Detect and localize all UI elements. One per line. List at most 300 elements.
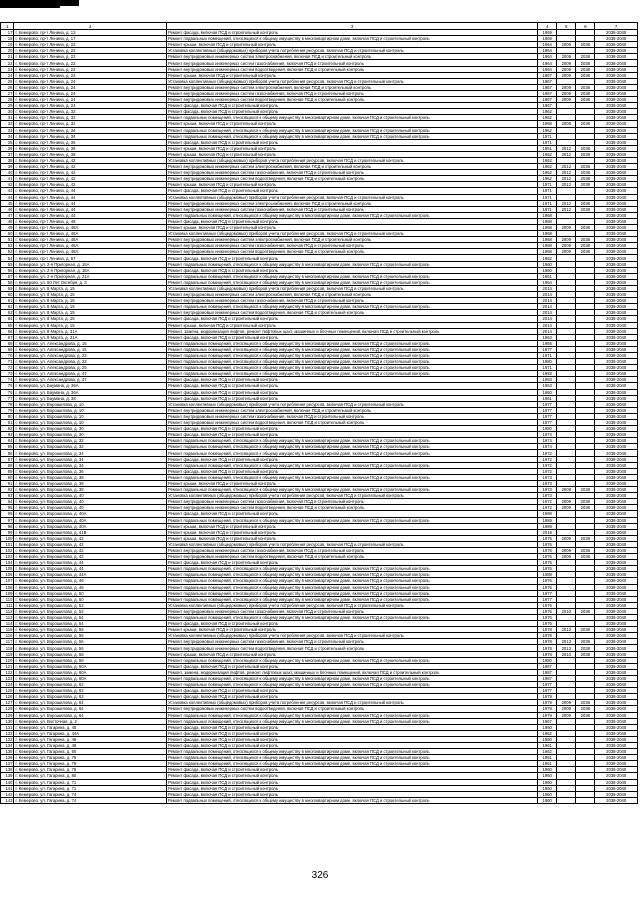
work-type-cell: Ремонт подвальных помещений, относящихся к общему имуществу в многоквартирном доме, включая ПСД и строительный контроль bbox=[166, 578, 537, 584]
repair-year-cell: 2038 bbox=[576, 145, 595, 151]
header-cell: 7 bbox=[595, 23, 638, 30]
address-cell: г. Кемерово, пр-т Ленина, д. 22 bbox=[14, 42, 167, 48]
header-cell: 5 bbox=[557, 23, 576, 30]
address-cell: г. Кемерово, ул. Ворошилова, д. 42 bbox=[14, 541, 167, 547]
last-repair-year-cell: 2008 bbox=[557, 121, 576, 127]
work-type-cell: Ремонт фасада, включая ПСД и строительный контроль bbox=[166, 188, 537, 194]
planned-period-cell: 2038-2040 bbox=[595, 176, 638, 182]
work-type-cell: Ремонт крыши, включая ПСД и строительный контроль bbox=[166, 72, 537, 78]
planned-period-cell: 2038-2040 bbox=[595, 401, 638, 407]
planned-period-cell: 2038-2040 bbox=[595, 237, 638, 243]
year-built-cell: 1961 bbox=[538, 273, 557, 279]
page-number: 326 bbox=[311, 870, 329, 881]
work-type-cell: Ремонт внутридомовых инженерных систем газоснабжения, включая ПСД и строительный контроль bbox=[166, 547, 537, 553]
row-number-cell: 123 bbox=[1, 675, 14, 681]
year-built-cell: 1977 bbox=[538, 420, 557, 426]
year-built-cell: 1960 bbox=[538, 736, 557, 742]
address-cell: г. Кемерово, ул. 50 Лет Октября, д. 3 bbox=[14, 279, 167, 285]
row-number-cell: 128 bbox=[1, 706, 14, 712]
row-number-cell: 95 bbox=[1, 505, 14, 511]
row-number-cell: 56 bbox=[1, 267, 14, 273]
row-number-cell: 80 bbox=[1, 413, 14, 419]
work-type-cell: Ремонт подвальных помещений, относящихся к общему имуществу в многоквартирном доме, включая ПСД и строительный контроль bbox=[166, 474, 537, 480]
work-type-cell: Ремонт фасада, включая ПСД и строительный контроль bbox=[166, 432, 537, 438]
work-type-cell: Ремонт фасада, включая ПСД и строительный контроль bbox=[166, 767, 537, 773]
row-number-cell: 31 bbox=[1, 115, 14, 121]
planned-period-cell: 2038-2040 bbox=[595, 310, 638, 316]
address-cell: г. Кемерово, пр-т Ленина, д. 38 bbox=[14, 145, 167, 151]
row-number-cell: 64 bbox=[1, 316, 14, 322]
address-cell: г. Кемерово, пр-т Ленина, д. 48А bbox=[14, 243, 167, 249]
planned-period-cell: 2038-2040 bbox=[595, 340, 638, 346]
address-cell: г. Кемерово, ул. Ворошилова, д. 40 bbox=[14, 493, 167, 499]
year-built-cell: 1964 bbox=[538, 54, 557, 60]
repair-year-cell: 2038 bbox=[576, 608, 595, 614]
address-cell: г. Кемерово, ул. Гагарина, д. 46 bbox=[14, 736, 167, 742]
row-number-cell: 66 bbox=[1, 328, 14, 334]
repair-year-cell: 2038 bbox=[576, 237, 595, 243]
repair-year-cell: 2038 bbox=[576, 700, 595, 706]
year-built-cell: 1960 bbox=[538, 791, 557, 797]
address-cell: г. Кемерово, ул. Гагарина, д. 78 bbox=[14, 761, 167, 767]
repair-year-cell: 2038 bbox=[576, 645, 595, 651]
year-built-cell: 1962 bbox=[538, 749, 557, 755]
year-built-cell: 1969 bbox=[538, 30, 557, 36]
planned-period-cell: 2038-2040 bbox=[595, 730, 638, 736]
work-type-cell: Ремонт фасада, включая ПСД и строительный контроль bbox=[166, 773, 537, 779]
row-number-cell: 111 bbox=[1, 602, 14, 608]
row-number-cell: 65 bbox=[1, 322, 14, 328]
work-type-cell: Ремонт фасада, включая ПСД и строительный контроль bbox=[166, 255, 537, 261]
address-cell: г. Кемерово, ул. Ворошилова, д. 60А bbox=[14, 675, 167, 681]
year-built-cell: 1979 bbox=[538, 700, 557, 706]
planned-period-cell: 2038-2040 bbox=[595, 712, 638, 718]
address-cell: г. Кемерово, ул. Ворошилова, д. 54 bbox=[14, 621, 167, 627]
work-type-cell: Ремонт подвальных помещений, относящихся к общему имуществу в многоквартирном доме, включая ПСД и строительный контроль bbox=[166, 712, 537, 718]
address-cell: г. Кемерово, ул. Гагарина, д. 40 bbox=[14, 724, 167, 730]
address-cell: г. Кемерово, ул. 8 Марта, д. 15 bbox=[14, 298, 167, 304]
row-number-cell: 29 bbox=[1, 103, 14, 109]
work-type-cell: Ремонт крыши, включая ПСД и строительный контроль bbox=[166, 225, 537, 231]
planned-period-cell: 2038-2040 bbox=[595, 139, 638, 145]
last-repair-year-cell: 2009 bbox=[557, 84, 576, 90]
last-repair-year-cell: 2013 bbox=[557, 639, 576, 645]
address-cell: г. Кемерово, ул. Ворошилова, д. 46 bbox=[14, 578, 167, 584]
work-type-cell: Ремонт, замена, модернизация лифтов, ремонт лифтовых шахт, машинных и блочных помещений, включая ПСД и строительный контроль bbox=[166, 328, 537, 334]
row-number-cell: 47 bbox=[1, 212, 14, 218]
row-number-cell: 117 bbox=[1, 639, 14, 645]
year-built-cell: 1971 bbox=[538, 365, 557, 371]
year-built-cell: 1968 bbox=[538, 212, 557, 218]
planned-period-cell: 2038-2040 bbox=[595, 584, 638, 590]
table-row bbox=[1, 797, 638, 803]
row-number-cell: 107 bbox=[1, 578, 14, 584]
work-type-cell: Ремонт фасада, включая ПСД и строительный контроль bbox=[166, 30, 537, 36]
year-built-cell: 1964 bbox=[538, 48, 557, 54]
address-cell: г. Кемерово, пр-т Ленина, д. 24 bbox=[14, 84, 167, 90]
planned-period-cell: 2038-2040 bbox=[595, 633, 638, 639]
planned-period-cell: 2038-2040 bbox=[595, 456, 638, 462]
year-built-cell: 1971 bbox=[538, 133, 557, 139]
planned-period-cell: 2038-2040 bbox=[595, 462, 638, 468]
work-type-cell: Ремонт внутридомовых инженерных систем газоснабжения, включая ПСД и строительный контроль bbox=[166, 170, 537, 176]
row-number-cell: 34 bbox=[1, 133, 14, 139]
year-built-cell: 1977 bbox=[538, 407, 557, 413]
address-cell: г. Кемерово, ул. Ворошилова, д. 48 bbox=[14, 584, 167, 590]
work-type-cell: Ремонт подвальных помещений, относящихся к общему имуществу в многоквартирном доме, включая ПСД и строительный контроль bbox=[166, 487, 537, 493]
last-repair-year-cell: 2013 bbox=[557, 627, 576, 633]
address-cell: г. Кемерово, пр-т Ленина, д. 44 bbox=[14, 194, 167, 200]
planned-period-cell: 2038-2040 bbox=[595, 675, 638, 681]
work-type-cell: Ремонт внутридомовых инженерных систем водоотведения, включая ПСД и строительный контроль bbox=[166, 505, 537, 511]
row-number-cell: 67 bbox=[1, 334, 14, 340]
row-number-cell: 119 bbox=[1, 651, 14, 657]
year-built-cell: 1968 bbox=[538, 225, 557, 231]
planned-period-cell: 2038-2040 bbox=[595, 608, 638, 614]
planned-period-cell: 2038-2040 bbox=[595, 322, 638, 328]
planned-period-cell: 2038-2040 bbox=[595, 785, 638, 791]
planned-period-cell: 2038-2040 bbox=[595, 645, 638, 651]
work-type-cell: Ремонт подвальных помещений, относящихся к общему имуществу в многоквартирном доме, включая ПСД и строительный контроль bbox=[166, 304, 537, 310]
work-type-cell: Установка коллективных (общедомовых) приборов учета потребления ресурсов, включая ПСД и строительный контроль bbox=[166, 602, 537, 608]
year-built-cell: 1962 bbox=[538, 176, 557, 182]
address-cell: г. Кемерово, ул. Ворошилова, д. 38 bbox=[14, 487, 167, 493]
planned-period-cell: 2038-2040 bbox=[595, 487, 638, 493]
year-built-cell: 1962 bbox=[538, 170, 557, 176]
address-cell: г. Кемерово, ул. Ворошилова, д. 64 bbox=[14, 712, 167, 718]
row-number-cell: 79 bbox=[1, 407, 14, 413]
planned-period-cell: 2038-2040 bbox=[595, 724, 638, 730]
year-built-cell: 1960 bbox=[538, 797, 557, 803]
row-number-cell: 71 bbox=[1, 359, 14, 365]
planned-period-cell: 2038-2040 bbox=[595, 109, 638, 115]
last-repair-year-cell: 2013 bbox=[557, 651, 576, 657]
work-type-cell: Ремонт подвальных помещений, относящихся к общему имуществу в многоквартирном доме, включая ПСД и строительный контроль bbox=[166, 675, 537, 681]
work-type-cell: Установка коллективных (общедомовых) приборов учета потребления ресурсов, включая ПСД и строительный контроль bbox=[166, 48, 537, 54]
row-number-cell: 93 bbox=[1, 493, 14, 499]
planned-period-cell: 2038-2040 bbox=[595, 285, 638, 291]
year-built-cell: 1967 bbox=[538, 97, 557, 103]
work-type-cell: Ремонт фасада, включая ПСД и строительный контроль bbox=[166, 730, 537, 736]
repair-year-cell: 2038 bbox=[576, 243, 595, 249]
year-built-cell: 2014 bbox=[538, 322, 557, 328]
planned-period-cell: 2038-2040 bbox=[595, 261, 638, 267]
planned-period-cell: 2038-2040 bbox=[595, 779, 638, 785]
year-built-cell: 1963 bbox=[538, 383, 557, 389]
row-number-cell: 57 bbox=[1, 273, 14, 279]
repair-year-cell: 2038 bbox=[576, 84, 595, 90]
year-built-cell: 1968 bbox=[538, 243, 557, 249]
row-number-cell: 131 bbox=[1, 724, 14, 730]
repair-year-cell: 2038 bbox=[576, 54, 595, 60]
address-cell: г. Кемерово, ул. Александрова, д. 47 bbox=[14, 371, 167, 377]
address-cell: г. Кемерово, ул. Ворошилова, д. 40А bbox=[14, 511, 167, 517]
planned-period-cell: 2038-2040 bbox=[595, 578, 638, 584]
year-built-cell: 1987 bbox=[538, 663, 557, 669]
year-built-cell: 1976 bbox=[538, 578, 557, 584]
row-number-cell: 82 bbox=[1, 426, 14, 432]
row-number-cell: 114 bbox=[1, 621, 14, 627]
address-cell: г. Кемерово, ул. Ворошилова, д. 56 bbox=[14, 627, 167, 633]
year-built-cell: 1964 bbox=[538, 42, 557, 48]
planned-period-cell: 2038-2040 bbox=[595, 389, 638, 395]
year-built-cell: 1972 bbox=[538, 499, 557, 505]
address-cell: г. Кемерово, пр-т Ленина, д. 44 bbox=[14, 206, 167, 212]
last-repair-year-cell: 2009 bbox=[557, 54, 576, 60]
row-number-cell: 140 bbox=[1, 779, 14, 785]
planned-period-cell: 2038-2040 bbox=[595, 212, 638, 218]
address-cell: г. Кемерово, пр-т Ленина, д. 32 bbox=[14, 109, 167, 115]
planned-period-cell: 2038-2040 bbox=[595, 273, 638, 279]
planned-period-cell: 2038-2040 bbox=[595, 554, 638, 560]
year-built-cell: 1967 bbox=[538, 78, 557, 84]
year-built-cell: 1977 bbox=[538, 590, 557, 596]
work-type-cell: Ремонт крыши, включая ПСД и строительный контроль bbox=[166, 651, 537, 657]
year-built-cell: 1968 bbox=[538, 121, 557, 127]
year-built-cell: 1983 bbox=[538, 371, 557, 377]
year-built-cell: 1972 bbox=[538, 450, 557, 456]
work-type-cell: Ремонт подвальных помещений, относящихся к общему имуществу в многоквартирном доме, включая ПСД и строительный контроль bbox=[166, 438, 537, 444]
work-type-cell: Ремонт фасада, включая ПСД и строительный контроль bbox=[166, 316, 537, 322]
repair-year-cell: 2038 bbox=[576, 249, 595, 255]
work-type-cell: Ремонт подвальных помещений, относящихся к общему имуществу в многоквартирном доме, включая ПСД и строительный контроль bbox=[166, 127, 537, 133]
row-number-cell: 27 bbox=[1, 90, 14, 96]
row-number-cell: 58 bbox=[1, 279, 14, 285]
row-number-cell: 49 bbox=[1, 225, 14, 231]
planned-period-cell: 2038-2040 bbox=[595, 791, 638, 797]
address-cell: г. Кемерово, ул. Ворошилова, д. 64 bbox=[14, 700, 167, 706]
last-repair-year-cell: 2013 bbox=[557, 645, 576, 651]
row-number-cell: 21 bbox=[1, 54, 14, 60]
row-number-cell: 63 bbox=[1, 310, 14, 316]
work-type-cell: Ремонт подвальных помещений, относящихся к общему имуществу в многоквартирном доме, включая ПСД и строительный контроль bbox=[166, 212, 537, 218]
year-built-cell: 2014 bbox=[538, 304, 557, 310]
planned-period-cell: 2038-2040 bbox=[595, 706, 638, 712]
address-cell: г. Кемерово, ул. 2-я Пригорная, д. 21А bbox=[14, 273, 167, 279]
row-number-cell: 129 bbox=[1, 712, 14, 718]
repair-year-cell: 2038 bbox=[576, 627, 595, 633]
address-cell: г. Кемерово, ул. Ворошилова, д. 34 bbox=[14, 450, 167, 456]
row-number-cell: 97 bbox=[1, 517, 14, 523]
address-cell: г. Кемерово, ул. Ворошилова, д. 34 bbox=[14, 462, 167, 468]
planned-period-cell: 2038-2040 bbox=[595, 627, 638, 633]
work-type-cell: Ремонт внутридомовых инженерных систем водоотведения, включая ПСД и строительный контроль bbox=[166, 706, 537, 712]
planned-period-cell: 2038-2040 bbox=[595, 316, 638, 322]
work-type-cell: Ремонт подвальных помещений, относящихся к общему имуществу в многоквартирном доме, включая ПСД и строительный контроль bbox=[166, 359, 537, 365]
address-cell: г. Кемерово, ул. Александрова, д. 23 bbox=[14, 352, 167, 358]
work-type-cell: Ремонт подвальных помещений, относящихся к общему имуществу в многоквартирном доме, включая ПСД и строительный контроль bbox=[166, 682, 537, 688]
year-built-cell: 2019 bbox=[538, 529, 557, 535]
repair-year-cell: 2038 bbox=[576, 121, 595, 127]
address-cell: г. Кемерово, ул. Восточная, д. 2 bbox=[14, 718, 167, 724]
address-cell: г. Кемерово, ул. Ворошилова, д. 50 bbox=[14, 590, 167, 596]
planned-period-cell: 2038-2040 bbox=[595, 529, 638, 535]
year-built-cell: 1980 bbox=[538, 359, 557, 365]
year-built-cell: 2014 bbox=[538, 316, 557, 322]
address-cell: г. Кемерово, ул. Ворошилова, д. 30 bbox=[14, 432, 167, 438]
work-type-cell: Установка коллективных (общедомовых) приборов учета потребления ресурсов, включая ПСД и строительный контроль bbox=[166, 493, 537, 499]
work-type-cell: Установка коллективных (общедомовых) приборов учета потребления ресурсов, включая ПСД и строительный контроль bbox=[166, 78, 537, 84]
row-number-cell: 87 bbox=[1, 456, 14, 462]
work-type-cell: Ремонт внутридомовых инженерных систем газоснабжения, включая ПСД и строительный контроль bbox=[166, 90, 537, 96]
planned-period-cell: 2038-2040 bbox=[595, 200, 638, 206]
work-type-cell: Ремонт подвальных помещений, относящихся к общему имуществу в многоквартирном доме, включая ПСД и строительный контроль bbox=[166, 444, 537, 450]
address-cell: г. Кемерово, ул. Александрова, д. 15 bbox=[14, 346, 167, 352]
planned-period-cell: 2038-2040 bbox=[595, 182, 638, 188]
address-cell: г. Кемерово, пр-т Ленина, д. 36 bbox=[14, 139, 167, 145]
last-repair-year-cell: 2009 bbox=[557, 243, 576, 249]
last-repair-year-cell: 2012 bbox=[557, 200, 576, 206]
work-type-cell: Ремонт крыши, включая ПСД и строительный контроль bbox=[166, 121, 537, 127]
repair-year-cell: 2038 bbox=[576, 164, 595, 170]
last-repair-year-cell: 2009 bbox=[557, 237, 576, 243]
planned-period-cell: 2038-2040 bbox=[595, 255, 638, 261]
year-built-cell: 1989 bbox=[538, 572, 557, 578]
year-built-cell: 2014 bbox=[538, 298, 557, 304]
repair-year-cell: 2038 bbox=[576, 547, 595, 553]
address-cell: г. Кемерово, ул. Гагарина, д. 48 bbox=[14, 742, 167, 748]
planned-period-cell: 2038-2040 bbox=[595, 767, 638, 773]
address-cell: г. Кемерово, ул. Ворошилова, д. 34 bbox=[14, 456, 167, 462]
address-cell: г. Кемерово, пр-т Ленина, д. 48 bbox=[14, 218, 167, 224]
repair-year-cell: 2038 bbox=[576, 90, 595, 96]
address-cell: г. Кемерово, ул. Гагарина, д. 71 bbox=[14, 779, 167, 785]
work-type-cell: Ремонт крыши, включая ПСД и строительный контроль bbox=[166, 42, 537, 48]
last-repair-year-cell: 2009 bbox=[557, 72, 576, 78]
row-number-cell: 133 bbox=[1, 736, 14, 742]
year-built-cell: 1961 bbox=[538, 761, 557, 767]
work-type-cell: Ремонт фасада, включая ПСД и строительный контроль bbox=[166, 560, 537, 566]
work-type-cell: Ремонт внутридомовых инженерных систем водоотведения, включая ПСД и строительный контроль bbox=[166, 310, 537, 316]
work-type-cell: Ремонт подвальных помещений, относящихся к общему имуществу в многоквартирном доме, включая ПСД и строительный контроль bbox=[166, 365, 537, 371]
work-type-cell: Установка коллективных (общедомовых) приборов учета потребления ресурсов, включая ПСД и строительный контроль bbox=[166, 541, 537, 547]
year-built-cell: 1961 bbox=[538, 755, 557, 761]
year-built-cell: 1976 bbox=[538, 547, 557, 553]
last-repair-year-cell: 2012 bbox=[557, 151, 576, 157]
row-number-cell: 116 bbox=[1, 633, 14, 639]
repair-year-cell: 2038 bbox=[576, 42, 595, 48]
planned-period-cell: 2038-2040 bbox=[595, 566, 638, 572]
row-number-cell: 39 bbox=[1, 164, 14, 170]
planned-period-cell: 2038-2040 bbox=[595, 97, 638, 103]
address-cell: г. Кемерово, ул. Ворошилова, д. 62 bbox=[14, 694, 167, 700]
year-built-cell: 1987 bbox=[538, 675, 557, 681]
address-cell: г. Кемерово, пр-т Ленина, д. 48А bbox=[14, 249, 167, 255]
year-built-cell: 1978 bbox=[538, 645, 557, 651]
address-cell: г. Кемерово, ул. Ворошилова, д. 44 bbox=[14, 566, 167, 572]
row-number-cell: 126 bbox=[1, 694, 14, 700]
address-cell: г. Кемерово, ул. 8 Марта, д. 15 bbox=[14, 292, 167, 298]
header-cell: 4 bbox=[538, 23, 557, 30]
work-type-cell: Ремонт крыши, включая ПСД и строительный контроль bbox=[166, 182, 537, 188]
address-cell: г. Кемерово, пр-т Ленина, д. 32 bbox=[14, 115, 167, 121]
row-number-cell: 115 bbox=[1, 627, 14, 633]
address-cell: г. Кемерово, пр-т Ленина, д. 44 bbox=[14, 200, 167, 206]
row-number-cell: 98 bbox=[1, 523, 14, 529]
repair-year-cell: 2038 bbox=[576, 200, 595, 206]
last-repair-year-cell: 2009 bbox=[557, 547, 576, 553]
work-type-cell: Ремонт подвальных помещений, относящихся к общему имуществу в многоквартирном доме, включая ПСД и строительный контроль bbox=[166, 340, 537, 346]
year-built-cell: 1960 bbox=[538, 767, 557, 773]
work-type-cell: Ремонт фасада, включая ПСД и строительный контроль bbox=[166, 785, 537, 791]
row-number-cell: 83 bbox=[1, 432, 14, 438]
address-cell: г. Кемерово, пр-т Ленина, д. 42 bbox=[14, 157, 167, 163]
last-repair-year-cell: 2009 bbox=[557, 535, 576, 541]
planned-period-cell: 2038-2040 bbox=[595, 523, 638, 529]
address-cell: г. Кемерово, ул. Ворошилова, д. 10 bbox=[14, 401, 167, 407]
year-built-cell: 1989 bbox=[538, 517, 557, 523]
address-cell: г. Кемерово, ул. Ворошилова, д. 64 bbox=[14, 706, 167, 712]
address-cell: г. Кемерово, ул. Ворошилова, д. 42 bbox=[14, 535, 167, 541]
year-built-cell: 1976 bbox=[538, 608, 557, 614]
year-built-cell: 1969 bbox=[538, 36, 557, 42]
planned-period-cell: 2038-2040 bbox=[595, 615, 638, 621]
year-built-cell: 1973 bbox=[538, 487, 557, 493]
year-built-cell: 1980 bbox=[538, 426, 557, 432]
row-number-cell: 110 bbox=[1, 596, 14, 602]
address-cell: г. Кемерово, пр-т Ленина, д. 48А bbox=[14, 231, 167, 237]
work-type-cell: Ремонт фасада, включая ПСД и строительный контроль bbox=[166, 694, 537, 700]
work-type-cell: Ремонт фасада, включая ПСД и строительный контроль bbox=[166, 395, 537, 401]
planned-period-cell: 2038-2040 bbox=[595, 413, 638, 419]
row-number-cell: 60 bbox=[1, 292, 14, 298]
work-type-cell: Ремонт внутридомовых инженерных систем водоотведения, включая ПСД и строительный контроль bbox=[166, 66, 537, 72]
work-type-cell: Ремонт внутридомовых инженерных систем газоснабжения, включая ПСД и строительный контроль bbox=[166, 608, 537, 614]
year-built-cell: 1977 bbox=[538, 688, 557, 694]
address-cell: г. Кемерово, пр-т Ленина, д. 38 bbox=[14, 151, 167, 157]
row-number-cell: 85 bbox=[1, 444, 14, 450]
year-built-cell: 1983 bbox=[538, 377, 557, 383]
year-built-cell: 1978 bbox=[538, 651, 557, 657]
address-cell: г. Кемерово, ул. Ворошилова, д. 41В bbox=[14, 529, 167, 535]
row-number-cell: 23 bbox=[1, 66, 14, 72]
work-type-cell: Установка коллективных (общедомовых) приборов учета потребления ресурсов, включая ПСД и строительный контроль bbox=[166, 194, 537, 200]
repair-year-cell: 2038 bbox=[576, 97, 595, 103]
row-number-cell: 69 bbox=[1, 346, 14, 352]
row-number-cell: 91 bbox=[1, 480, 14, 486]
work-type-cell: Ремонт крыши, включая ПСД и строительный контроль bbox=[166, 151, 537, 157]
repair-year-cell: 2038 bbox=[576, 66, 595, 72]
planned-period-cell: 2038-2040 bbox=[595, 474, 638, 480]
year-built-cell: 1962 bbox=[538, 157, 557, 163]
last-repair-year-cell: 2012 bbox=[557, 182, 576, 188]
row-number-cell: 59 bbox=[1, 285, 14, 291]
row-number-cell: 28 bbox=[1, 97, 14, 103]
address-cell: г. Кемерово, ул. Ворошилова, д. 60А bbox=[14, 669, 167, 675]
planned-period-cell: 2038-2040 bbox=[595, 298, 638, 304]
planned-period-cell: 2038-2040 bbox=[595, 103, 638, 109]
planned-period-cell: 2038-2040 bbox=[595, 377, 638, 383]
row-number-cell: 52 bbox=[1, 243, 14, 249]
row-number-cell: 99 bbox=[1, 529, 14, 535]
planned-period-cell: 2038-2040 bbox=[595, 84, 638, 90]
work-type-cell: Ремонт внутридомовых инженерных систем газоснабжения, включая ПСД и строительный контроль bbox=[166, 499, 537, 505]
year-built-cell: 1960 bbox=[538, 724, 557, 730]
planned-period-cell: 2038-2040 bbox=[595, 560, 638, 566]
work-type-cell: Ремонт фасада, включая ПСД и строительный контроль bbox=[166, 383, 537, 389]
last-repair-year-cell: 2009 bbox=[557, 225, 576, 231]
planned-period-cell: 2038-2040 bbox=[595, 115, 638, 121]
planned-period-cell: 2038-2040 bbox=[595, 267, 638, 273]
year-built-cell: 1962 bbox=[538, 730, 557, 736]
row-number-cell: 72 bbox=[1, 365, 14, 371]
row-number-cell: 89 bbox=[1, 468, 14, 474]
row-number-cell: 143 bbox=[1, 797, 14, 803]
row-number-cell: 74 bbox=[1, 377, 14, 383]
year-built-cell: 2014 bbox=[538, 310, 557, 316]
planned-period-cell: 2038-2040 bbox=[595, 127, 638, 133]
address-cell: г. Кемерово, пр-т Ленина, д. 24 bbox=[14, 90, 167, 96]
